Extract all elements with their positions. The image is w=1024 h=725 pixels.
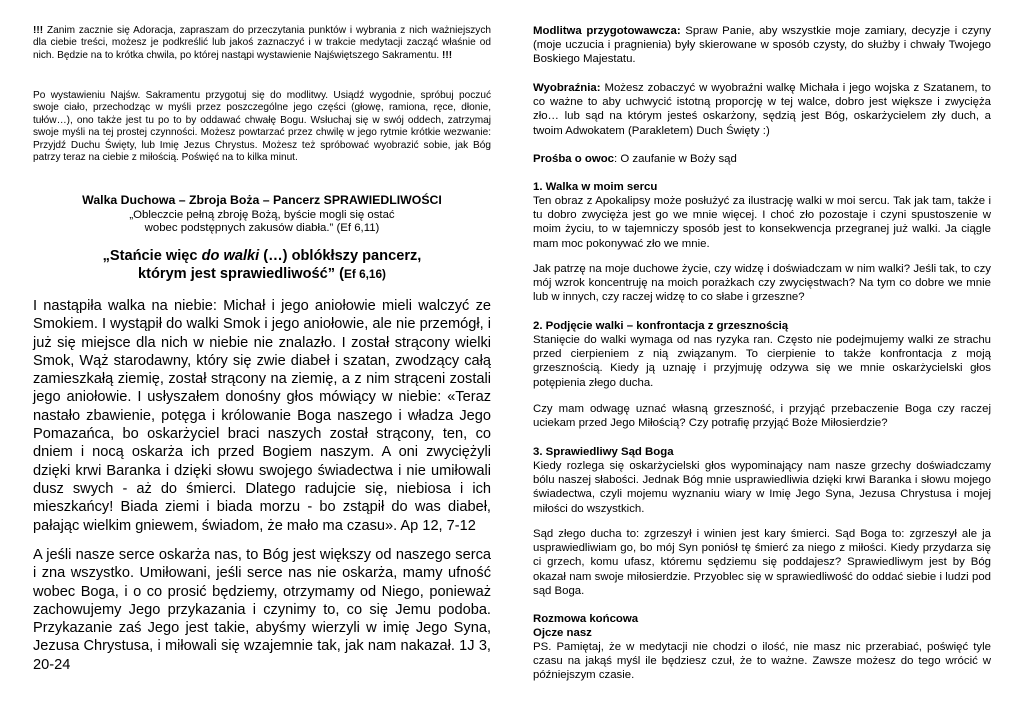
point-1-questions: Jak patrzę na moje duchowe życie, czy widzę i doświadczam w nim walki? Jeśli tak, to czy mój wzrok koncentruję na moich porażkach czy zwycięstwach? Na tym co dobre we mnie lub w innych, czy raczej widzę to co słabe i grzeszne? — [533, 263, 991, 304]
subtitle-line-2: wobec podstępnych zakusów diabła.” (Ef 6,11) — [144, 222, 380, 234]
left-column — [33, 0, 491, 725]
preparatory-prayer — [533, 24, 991, 67]
point-3-text: Kiedy rozlega się oskarżycielski głos wypominający nam nasze grzechy doświadczamy bólu naszej słabości. Jednak Bóg mnie usprawiedliwia dzięki krwi Baranka i słowu mojego świadectwa, czyli mojemu wyznaniu wiary w Imię Jego Syna, Jezusa Chrystusa i mojej miłości do wszystkich. — [533, 460, 991, 515]
reading-first-john: A jeśli nasze serce oskarża nas, to Bóg jest większy od naszego serca i zna wszystko. Umiłowani, jeśli serce nas nie oskarża, mamy ufność wobec Boga, i o co prosić będziemy, otrzymamy od Niego, ponieważ zachowujemy Jego przykazania i czynimy to, co się Jemu podoba. Przykazanie zaś Jego jest takie, abyśmy wierzyli w imię Jego Syna, Jezusa Chrystusa, i miłowali się wzajemnie tak, jak nam nakazał. 1J 3, 20-24 — [33, 547, 491, 673]
subtitle-line-1: „Obleczcie pełną zbroję Bożą, byście mogli się ostać — [129, 209, 395, 221]
point-1-heading: 1. Walka w moim sercu — [533, 181, 658, 193]
petition-paragraph — [533, 152, 991, 166]
point-3-text-2: Sąd złego ducha to: zgrzeszył i winien jest kary śmierci. Sąd Boga to: zgrzeszył ale ja usprawiedliwiam go, bo mój Syn poniósł tę śmierć za niego z miłości. Kiedy przydarza się ci grzech, komu ufasz, któremu sędziemu się poddajesz? Sprawiedliwym jest by Bóg okazał nam swoje miłosierdzie. Przyoblec się w sprawiedliwość do oddać siebie i ludzi pod sąd Boga. — [533, 528, 991, 597]
key-verse-line-2: którym jest sprawiedliwość” (Ef 6,16) — [138, 266, 386, 282]
closing-heading: Rozmowa końcowa — [533, 613, 639, 625]
imagination-paragraph — [533, 81, 991, 138]
key-verse — [33, 247, 491, 283]
intro-lead: !!! — [33, 25, 44, 36]
instructions-paragraph: Po wystawieniu Najśw. Sakramentu przygotuj się do modlitwy. Usiądź wygodnie, spróbuj poczuć swoje ciało, przechodząc w myśli przez poszczególne jego części (głowę, ramiona, ręce, dłonie, tułów…), ono także jest tu po to by oddawać chwałę Bogu. Wsłuchaj się w swój oddech, zatrzymaj swoje myśli na tej prostej czynności. Możesz powtarzać przez chwilę w jego rytmie krótkie wezwanie: Przyjdź Duchu Święty, lub Imię Jezus Chrystus. Możesz też spróbować wyobrazić sobie, jak Bóg patrzy teraz na ciebie z miłością. Poświęć na to kilka minut. — [33, 90, 491, 164]
preparatory-prayer-label: Modlitwa przygotowawcza: — [533, 25, 681, 37]
intro-text: Zanim zacznie się Adoracja, zapraszam do przeczytania punktów i wybrania z nich ważniejszych dla ciebie treści, możesz je podkreślić lub jakoś zaznaczyć i w trakcie medytacji zacząć właśnie od nich. Będzie na to krótka chwila, po której nastąpi wystawienie Najświętszego Sakramentu. — [33, 25, 491, 61]
petition-text: : O zaufanie w Boży sąd — [614, 153, 737, 165]
right-column — [533, 0, 991, 725]
key-verse-line-1: „Stańcie więc do walki (…) oblókłszy pancerz, — [102, 248, 422, 264]
closing-subheading: Ojcze nasz — [533, 627, 592, 639]
section-title: Walka Duchowa – Zbroja Boża – Pancerz SPRAWIEDLIWOŚCI — [82, 193, 442, 207]
point-1-text: Ten obraz z Apokalipsy może posłużyć za ilustrację walki w moi sercu. Tak jak tam, także i tu dobro zwycięża jest go we mnie więcej. I choć zło pozostaje i czyni spustoszenie w moim życiu, to w tajemniczy sposób jest to konsekwencja przegranej już walki. Ja ciągle mam moc pokonywać zło we mnie. — [533, 195, 991, 250]
imagination-text: Możesz zobaczyć w wyobraźni walkę Michała i jego wojska z Szatanem, to co ważne to aby uchwycić istotną proporcję w tej walce, dobro jest większe i zwycięża zło… lub sąd na którym jesteś oskarżony, sędzią jest Bóg, oskarżycielem zły duch, a twoim Adwokatem (Parakletem) Duch Święty :) — [533, 82, 991, 137]
intro-tail: !!! — [442, 49, 453, 61]
point-3-heading: 3. Sprawiedliwy Sąd Boga — [533, 446, 674, 458]
petition-label: Prośba o owoc — [533, 153, 615, 165]
closing-note: PS. Pamiętaj, że w medytacji nie chodzi o ilość, nie masz nic przerabiać, poświęć tyle czasu na jakąś myśl ile będziesz czuł, że to ważne. Zawsze możesz do tego wrócić w późniejszym czasie. — [533, 641, 991, 682]
imagination-label: Wyobraźnia: — [533, 82, 601, 94]
intro-paragraph — [33, 25, 491, 62]
preparatory-prayer-text: Spraw Panie, aby wszystkie moje zamiary, decyzje i czyny (moje uczucia i pragnienia) były skierowane w sposób czysty, do służby i chwały Twojego Boskiego Majestatu. — [533, 25, 991, 66]
point-2-questions: Czy mam odwagę uznać własną grzeszność, i przyjąć przebaczenie Boga czy raczej uciekam przed Jego Miłością? Czy potrafię przyjąć Boże Miłosierdzie? — [533, 403, 991, 430]
point-2-text: Stanięcie do walki wymaga od nas ryzyka ran. Często nie podejmujemy walki ze strachu przed cierpieniem z nią związanym. To cierpienie to także konfrontacja z moją grzesznością. Kiedy ją uznaję i przyjmuję odzywa się we mnie oskarżycielski głos potępienia złego ducha. — [533, 334, 991, 389]
reading-apocalypse: I nastąpiła walka na niebie: Michał i jego aniołowie mieli walczyć ze Smokiem. I wystąpił do walki Smok i jego aniołowie, ale nie przemógł, i już się miejsce dla nich w niebie nie znalazło. I został strącony wielki Smok, Wąż starodawny, który się zwie diabeł i szatan, zwodzący całą zamieszkałą ziemię, został strącony na ziemię, a z nim strąceni zostali jego aniołowie. I usłyszałem donośny głos mówiący w niebie: «Teraz nastało zbawienie, potęga i królowanie Boga naszego i władza Jego Pomazańca, bo oskarżyciel braci naszych został strącony, ten, co dniem i nocą oskarża ich przed Bogiem naszym. A oni zwyciężyli dzięki krwi Baranka i dzięki słowu swojego świadectwa i nie umiłowali dusz swych - aż do śmierci. Dlatego radujcie się, niebiosa i ich mieszkańcy! Biada ziemi i biada morzu - bo zstąpił do was diabeł, pałając wielkim gniewem, świadom, że mało ma czasu». Ap 12, 7-12 — [33, 298, 491, 534]
point-2-heading: 2. Podjęcie walki – konfrontacja z grzesznością — [533, 320, 789, 332]
